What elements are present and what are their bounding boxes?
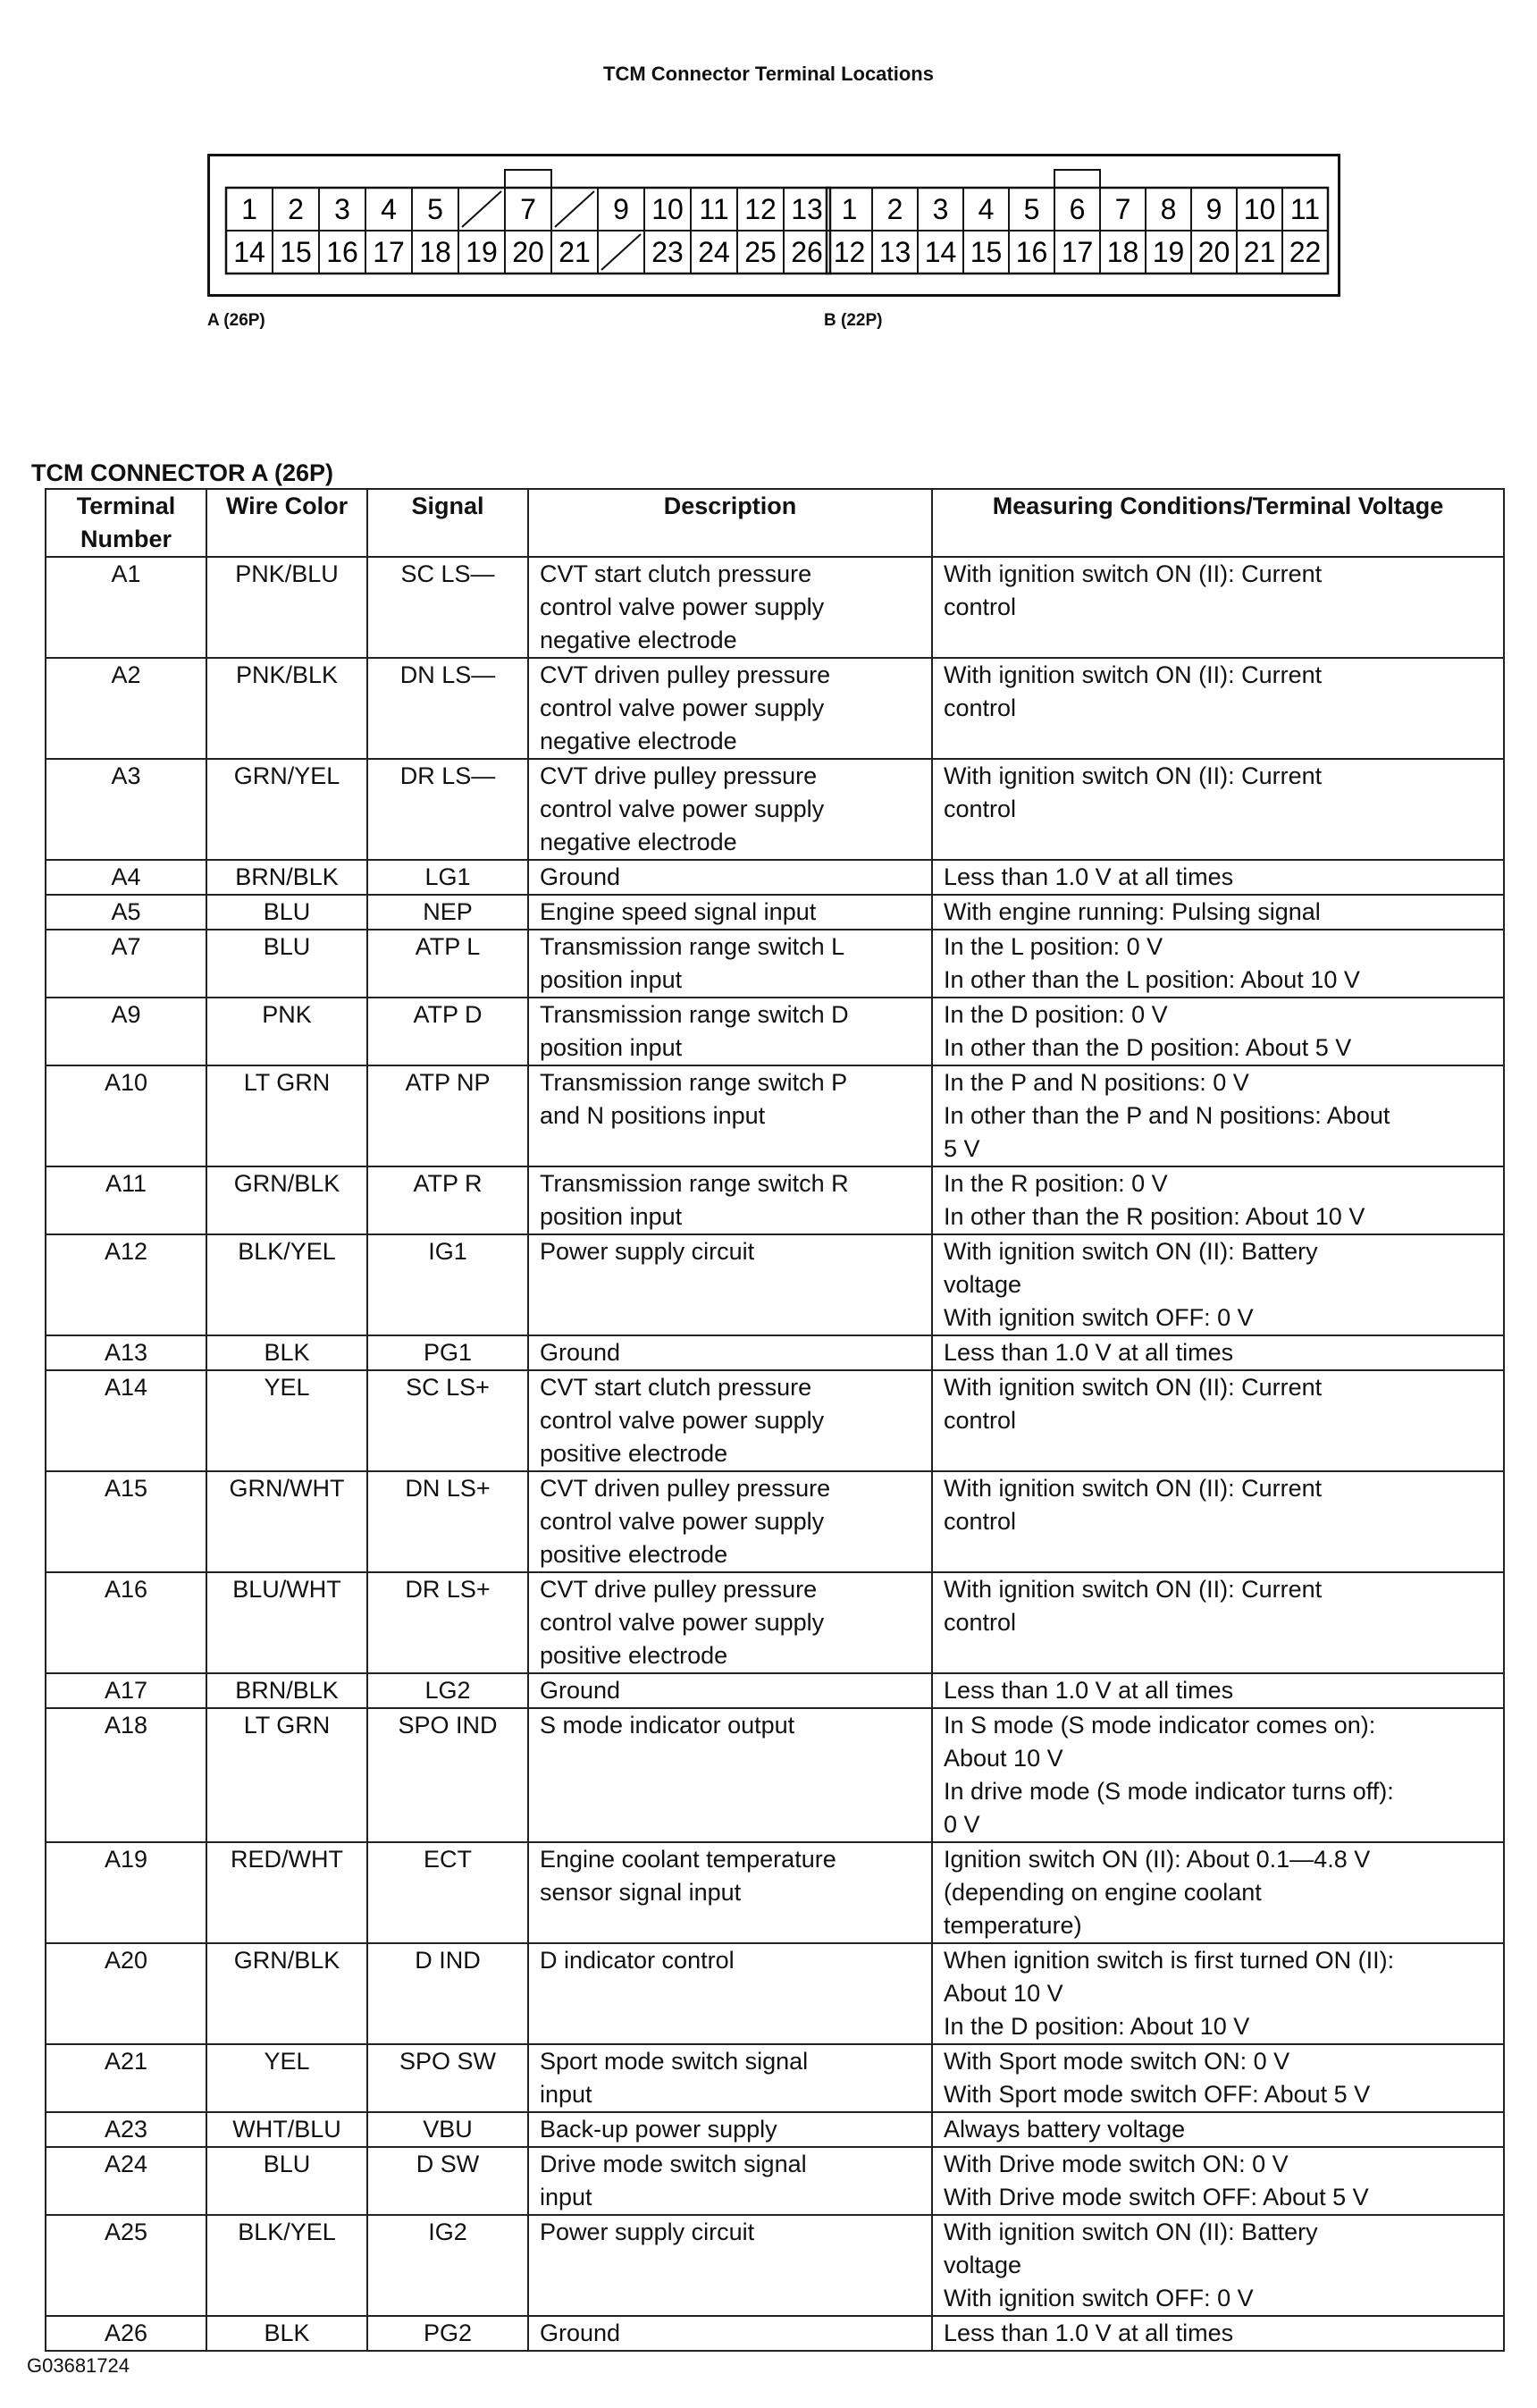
cell-measuring: With ignition switch ON (II): Battery voltage With ignition switch OFF: 0 V (932, 1234, 1504, 1335)
table-row (46, 557, 1504, 658)
connector-a-pin-number: 16 (326, 236, 358, 268)
table-row (46, 1842, 1504, 1943)
cell-signal: ECT (367, 1842, 528, 1943)
cell-wire-color: BLK/YEL (206, 1234, 367, 1335)
table-row (46, 2215, 1504, 2316)
cell-signal: PG1 (367, 1335, 528, 1370)
cell-measuring: Ignition switch ON (II): About 0.1—4.8 V (depending on engine coolant temperature) (932, 1842, 1504, 1943)
cell-wire-color: GRN/WHT (206, 1471, 367, 1572)
cell-terminal: A23 (46, 2112, 206, 2147)
connector-diagram (207, 154, 1340, 297)
cell-wire-color: PNK (206, 998, 367, 1065)
connector-a-pin-number: 9 (613, 193, 629, 225)
cell-terminal: A20 (46, 1943, 206, 2044)
cell-signal: SC LS— (367, 557, 528, 658)
cell-measuring: With Sport mode switch ON: 0 V With Sport mode switch OFF: About 5 V (932, 2044, 1504, 2112)
connector-a-pin-number: 3 (334, 193, 350, 225)
table-row (46, 1471, 1504, 1572)
connector-b-pin-number: 10 (1243, 193, 1276, 225)
connector-a-pin-number: 17 (373, 236, 405, 268)
cell-wire-color: GRN/BLK (206, 1166, 367, 1234)
cell-signal: D IND (367, 1943, 528, 2044)
connector-b-pin-number: 5 (1023, 193, 1040, 225)
cell-wire-color: BLU (206, 2147, 367, 2215)
header-terminal-number: Terminal Number (46, 489, 206, 557)
connector-a-pin-number: 5 (427, 193, 443, 225)
cell-terminal: A13 (46, 1335, 206, 1370)
connector-a-pin-number: 21 (559, 236, 591, 268)
connector-b-pin-number: 2 (886, 193, 903, 225)
cell-description: CVT start clutch pressure control valve power supply negative electrode (528, 557, 932, 658)
cell-description: Power supply circuit (528, 2215, 932, 2316)
cell-terminal: A19 (46, 1842, 206, 1943)
cell-measuring: In the L position: 0 V In other than the L position: About 10 V (932, 930, 1504, 998)
cell-wire-color: LT GRN (206, 1065, 367, 1166)
table-row (46, 658, 1504, 759)
cell-signal: LG1 (367, 860, 528, 895)
connector-a-pin-number: 14 (233, 236, 265, 268)
cell-description: CVT driven pulley pressure control valve power supply negative electrode (528, 658, 932, 759)
cell-wire-color: BRN/BLK (206, 860, 367, 895)
connector-b-pin-number: 17 (1061, 236, 1094, 268)
connector-b-pin-number: 16 (1015, 236, 1048, 268)
cell-measuring: When ignition switch is first turned ON (II): About 10 V In the D position: About 10 V (932, 1943, 1504, 2044)
cell-wire-color: BRN/BLK (206, 1673, 367, 1708)
table-row (46, 1673, 1504, 1708)
connector-b-pin-number: 19 (1152, 236, 1185, 268)
cell-measuring: In the P and N positions: 0 V In other than the P and N positions: About 5 V (932, 1065, 1504, 1166)
section-title: TCM CONNECTOR A (26P) (31, 459, 334, 486)
table-row (46, 2147, 1504, 2215)
table-row (46, 930, 1504, 998)
connector-b-pin-number: 14 (924, 236, 957, 268)
cell-terminal: A21 (46, 2044, 206, 2112)
cell-terminal: A17 (46, 1673, 206, 1708)
connector-b-pin-number: 6 (1069, 193, 1086, 225)
connector-svg (210, 156, 1338, 294)
connector-a-pin-number: 10 (651, 193, 684, 225)
connector-a-label: A (26P) (207, 311, 265, 330)
connector-b-pin-number: 22 (1289, 236, 1322, 268)
cell-description: Transmission range switch P and N positions input (528, 1065, 932, 1166)
connector-b-pin-number: 21 (1243, 236, 1276, 268)
cell-measuring: Less than 1.0 V at all times (932, 2316, 1504, 2351)
connector-b-pin-number: 11 (1289, 193, 1321, 225)
cell-wire-color: BLK (206, 1335, 367, 1370)
connector-b-pin-number: 3 (932, 193, 949, 225)
cell-signal: VBU (367, 2112, 528, 2147)
connector-a-pin-number: 26 (791, 236, 823, 268)
cell-description: Sport mode switch signal input (528, 2044, 932, 2112)
connector-b-pin-number: 18 (1106, 236, 1139, 268)
connector-b-pin-number: 8 (1160, 193, 1177, 225)
cell-terminal: A14 (46, 1370, 206, 1471)
cell-description: Transmission range switch D position input (528, 998, 932, 1065)
connector-a-pin-number: 11 (699, 193, 729, 225)
connector-a-pin-number: 12 (744, 193, 777, 225)
cell-signal: ATP R (367, 1166, 528, 1234)
cell-description: Ground (528, 2316, 932, 2351)
connector-b-latch (1054, 170, 1100, 188)
cell-description: CVT drive pulley pressure control valve power supply positive electrode (528, 1572, 932, 1673)
table-row (46, 998, 1504, 1065)
cell-signal: PG2 (367, 2316, 528, 2351)
table-row (46, 860, 1504, 895)
cell-measuring: With ignition switch ON (II): Current control (932, 557, 1504, 658)
cell-terminal: A11 (46, 1166, 206, 1234)
cell-description: Drive mode switch signal input (528, 2147, 932, 2215)
cell-measuring: In the D position: 0 V In other than the D position: About 5 V (932, 998, 1504, 1065)
cell-description: D indicator control (528, 1943, 932, 2044)
table-row (46, 2112, 1504, 2147)
table-row (46, 1335, 1504, 1370)
cell-measuring: Always battery voltage (932, 2112, 1504, 2147)
connector-b-pin-number: 9 (1205, 193, 1222, 225)
connector-a-pin-number: 15 (280, 236, 312, 268)
connector-a-pin-number: 24 (698, 236, 730, 268)
cell-signal: ATP D (367, 998, 528, 1065)
cell-terminal: A9 (46, 998, 206, 1065)
connector-a-pin-number: 25 (744, 236, 777, 268)
cell-terminal: A2 (46, 658, 206, 759)
cell-measuring: Less than 1.0 V at all times (932, 1335, 1504, 1370)
connector-a-pin-number: 1 (241, 193, 257, 225)
header-signal: Signal (367, 489, 528, 557)
cell-terminal: A26 (46, 2316, 206, 2351)
cell-description: S mode indicator output (528, 1708, 932, 1842)
connector-a-pin-number: 20 (512, 236, 544, 268)
connector-a-pin-number: 13 (791, 193, 823, 225)
cell-signal: SC LS+ (367, 1370, 528, 1471)
cell-wire-color: YEL (206, 1370, 367, 1471)
header-description: Description (528, 489, 932, 557)
cell-measuring: With ignition switch ON (II): Current control (932, 1471, 1504, 1572)
table-row (46, 2044, 1504, 2112)
cell-terminal: A7 (46, 930, 206, 998)
table-row (46, 759, 1504, 860)
cell-description: Ground (528, 860, 932, 895)
cell-wire-color: RED/WHT (206, 1842, 367, 1943)
cell-measuring: With ignition switch ON (II): Current control (932, 1572, 1504, 1673)
connector-a-pin-number: 7 (520, 193, 536, 225)
table-row (46, 1572, 1504, 1673)
cell-wire-color: BLK (206, 2316, 367, 2351)
cell-wire-color: LT GRN (206, 1708, 367, 1842)
connector-b-pin-number: 12 (833, 236, 866, 268)
cell-wire-color: GRN/YEL (206, 759, 367, 860)
cell-measuring: With engine running: Pulsing signal (932, 895, 1504, 930)
cell-wire-color: WHT/BLU (206, 2112, 367, 2147)
connector-b-pin-number: 1 (841, 193, 858, 225)
cell-wire-color: PNK/BLU (206, 557, 367, 658)
table-row (46, 1234, 1504, 1335)
cell-terminal: A24 (46, 2147, 206, 2215)
connector-a-unused-pin (601, 234, 641, 270)
cell-wire-color: BLU (206, 930, 367, 998)
cell-signal: IG1 (367, 1234, 528, 1335)
connector-a-pin-number: 4 (381, 193, 397, 225)
cell-signal: LG2 (367, 1673, 528, 1708)
table-row (46, 1708, 1504, 1842)
cell-signal: SPO IND (367, 1708, 528, 1842)
figure-code: G03681724 (27, 2354, 130, 2377)
connector-b-pin-number: 13 (878, 236, 911, 268)
connector-b-pin-number: 7 (1114, 193, 1131, 225)
table-row (46, 1166, 1504, 1234)
cell-terminal: A4 (46, 860, 206, 895)
cell-measuring: With Drive mode switch ON: 0 V With Drive mode switch OFF: About 5 V (932, 2147, 1504, 2215)
cell-description: Ground (528, 1673, 932, 1708)
cell-description: Engine speed signal input (528, 895, 932, 930)
cell-description: Engine coolant temperature sensor signal input (528, 1842, 932, 1943)
cell-wire-color: GRN/BLK (206, 1943, 367, 2044)
cell-terminal: A5 (46, 895, 206, 930)
cell-description: Transmission range switch L position input (528, 930, 932, 998)
cell-signal: DN LS— (367, 658, 528, 759)
cell-signal: D SW (367, 2147, 528, 2215)
cell-measuring: With ignition switch ON (II): Current control (932, 759, 1504, 860)
cell-description: Power supply circuit (528, 1234, 932, 1335)
cell-description: CVT start clutch pressure control valve power supply positive electrode (528, 1370, 932, 1471)
connector-b-pin-number: 20 (1197, 236, 1230, 268)
header-wire-color: Wire Color (206, 489, 367, 557)
cell-signal: DR LS— (367, 759, 528, 860)
connector-a-pin-number: 2 (288, 193, 304, 225)
cell-measuring: With ignition switch ON (II): Current control (932, 1370, 1504, 1471)
cell-wire-color: PNK/BLK (206, 658, 367, 759)
cell-description: CVT drive pulley pressure control valve power supply negative electrode (528, 759, 932, 860)
cell-terminal: A16 (46, 1572, 206, 1673)
table-row (46, 1943, 1504, 2044)
cell-measuring: Less than 1.0 V at all times (932, 860, 1504, 895)
cell-terminal: A25 (46, 2215, 206, 2316)
cell-signal: SPO SW (367, 2044, 528, 2112)
cell-terminal: A15 (46, 1471, 206, 1572)
connector-b-pin-number: 4 (978, 193, 995, 225)
table-row (46, 1370, 1504, 1471)
terminal-table (45, 488, 1505, 2352)
connector-a-pin-number: 23 (651, 236, 684, 268)
table-row (46, 1065, 1504, 1166)
cell-wire-color: BLU (206, 895, 367, 930)
connector-a-latch (505, 170, 551, 188)
cell-measuring: In the R position: 0 V In other than the R position: About 10 V (932, 1166, 1504, 1234)
cell-terminal: A18 (46, 1708, 206, 1842)
cell-measuring: In S mode (S mode indicator comes on): About 10 V In drive mode (S mode indicator turns off): 0 V (932, 1708, 1504, 1842)
connector-a-unused-pin (462, 191, 501, 227)
cell-description: CVT driven pulley pressure control valve power supply positive electrode (528, 1471, 932, 1572)
cell-terminal: A12 (46, 1234, 206, 1335)
cell-terminal: A3 (46, 759, 206, 860)
connector-a-pin-number: 18 (419, 236, 451, 268)
table-header-row (46, 489, 1504, 557)
cell-wire-color: BLU/WHT (206, 1572, 367, 1673)
cell-signal: ATP NP (367, 1065, 528, 1166)
cell-signal: NEP (367, 895, 528, 930)
diagram-title: TCM Connector Terminal Locations (603, 63, 934, 85)
cell-wire-color: YEL (206, 2044, 367, 2112)
cell-measuring: With ignition switch ON (II): Current control (932, 658, 1504, 759)
table-row (46, 895, 1504, 930)
cell-signal: IG2 (367, 2215, 528, 2316)
cell-description: Transmission range switch R position input (528, 1166, 932, 1234)
cell-measuring: Less than 1.0 V at all times (932, 1673, 1504, 1708)
cell-measuring: With ignition switch ON (II): Battery voltage With ignition switch OFF: 0 V (932, 2215, 1504, 2316)
cell-description: Back-up power supply (528, 2112, 932, 2147)
cell-signal: ATP L (367, 930, 528, 998)
connector-b-pin-number: 15 (970, 236, 1003, 268)
connector-a-unused-pin (555, 191, 594, 227)
cell-description: Ground (528, 1335, 932, 1370)
cell-terminal: A10 (46, 1065, 206, 1166)
header-measuring-conditions: Measuring Conditions/Terminal Voltage (932, 489, 1504, 557)
cell-signal: DR LS+ (367, 1572, 528, 1673)
cell-wire-color: BLK/YEL (206, 2215, 367, 2316)
cell-terminal: A1 (46, 557, 206, 658)
table-row (46, 2316, 1504, 2351)
cell-signal: DN LS+ (367, 1471, 528, 1572)
connector-b-label: B (22P) (824, 311, 883, 330)
connector-a-pin-number: 19 (466, 236, 498, 268)
